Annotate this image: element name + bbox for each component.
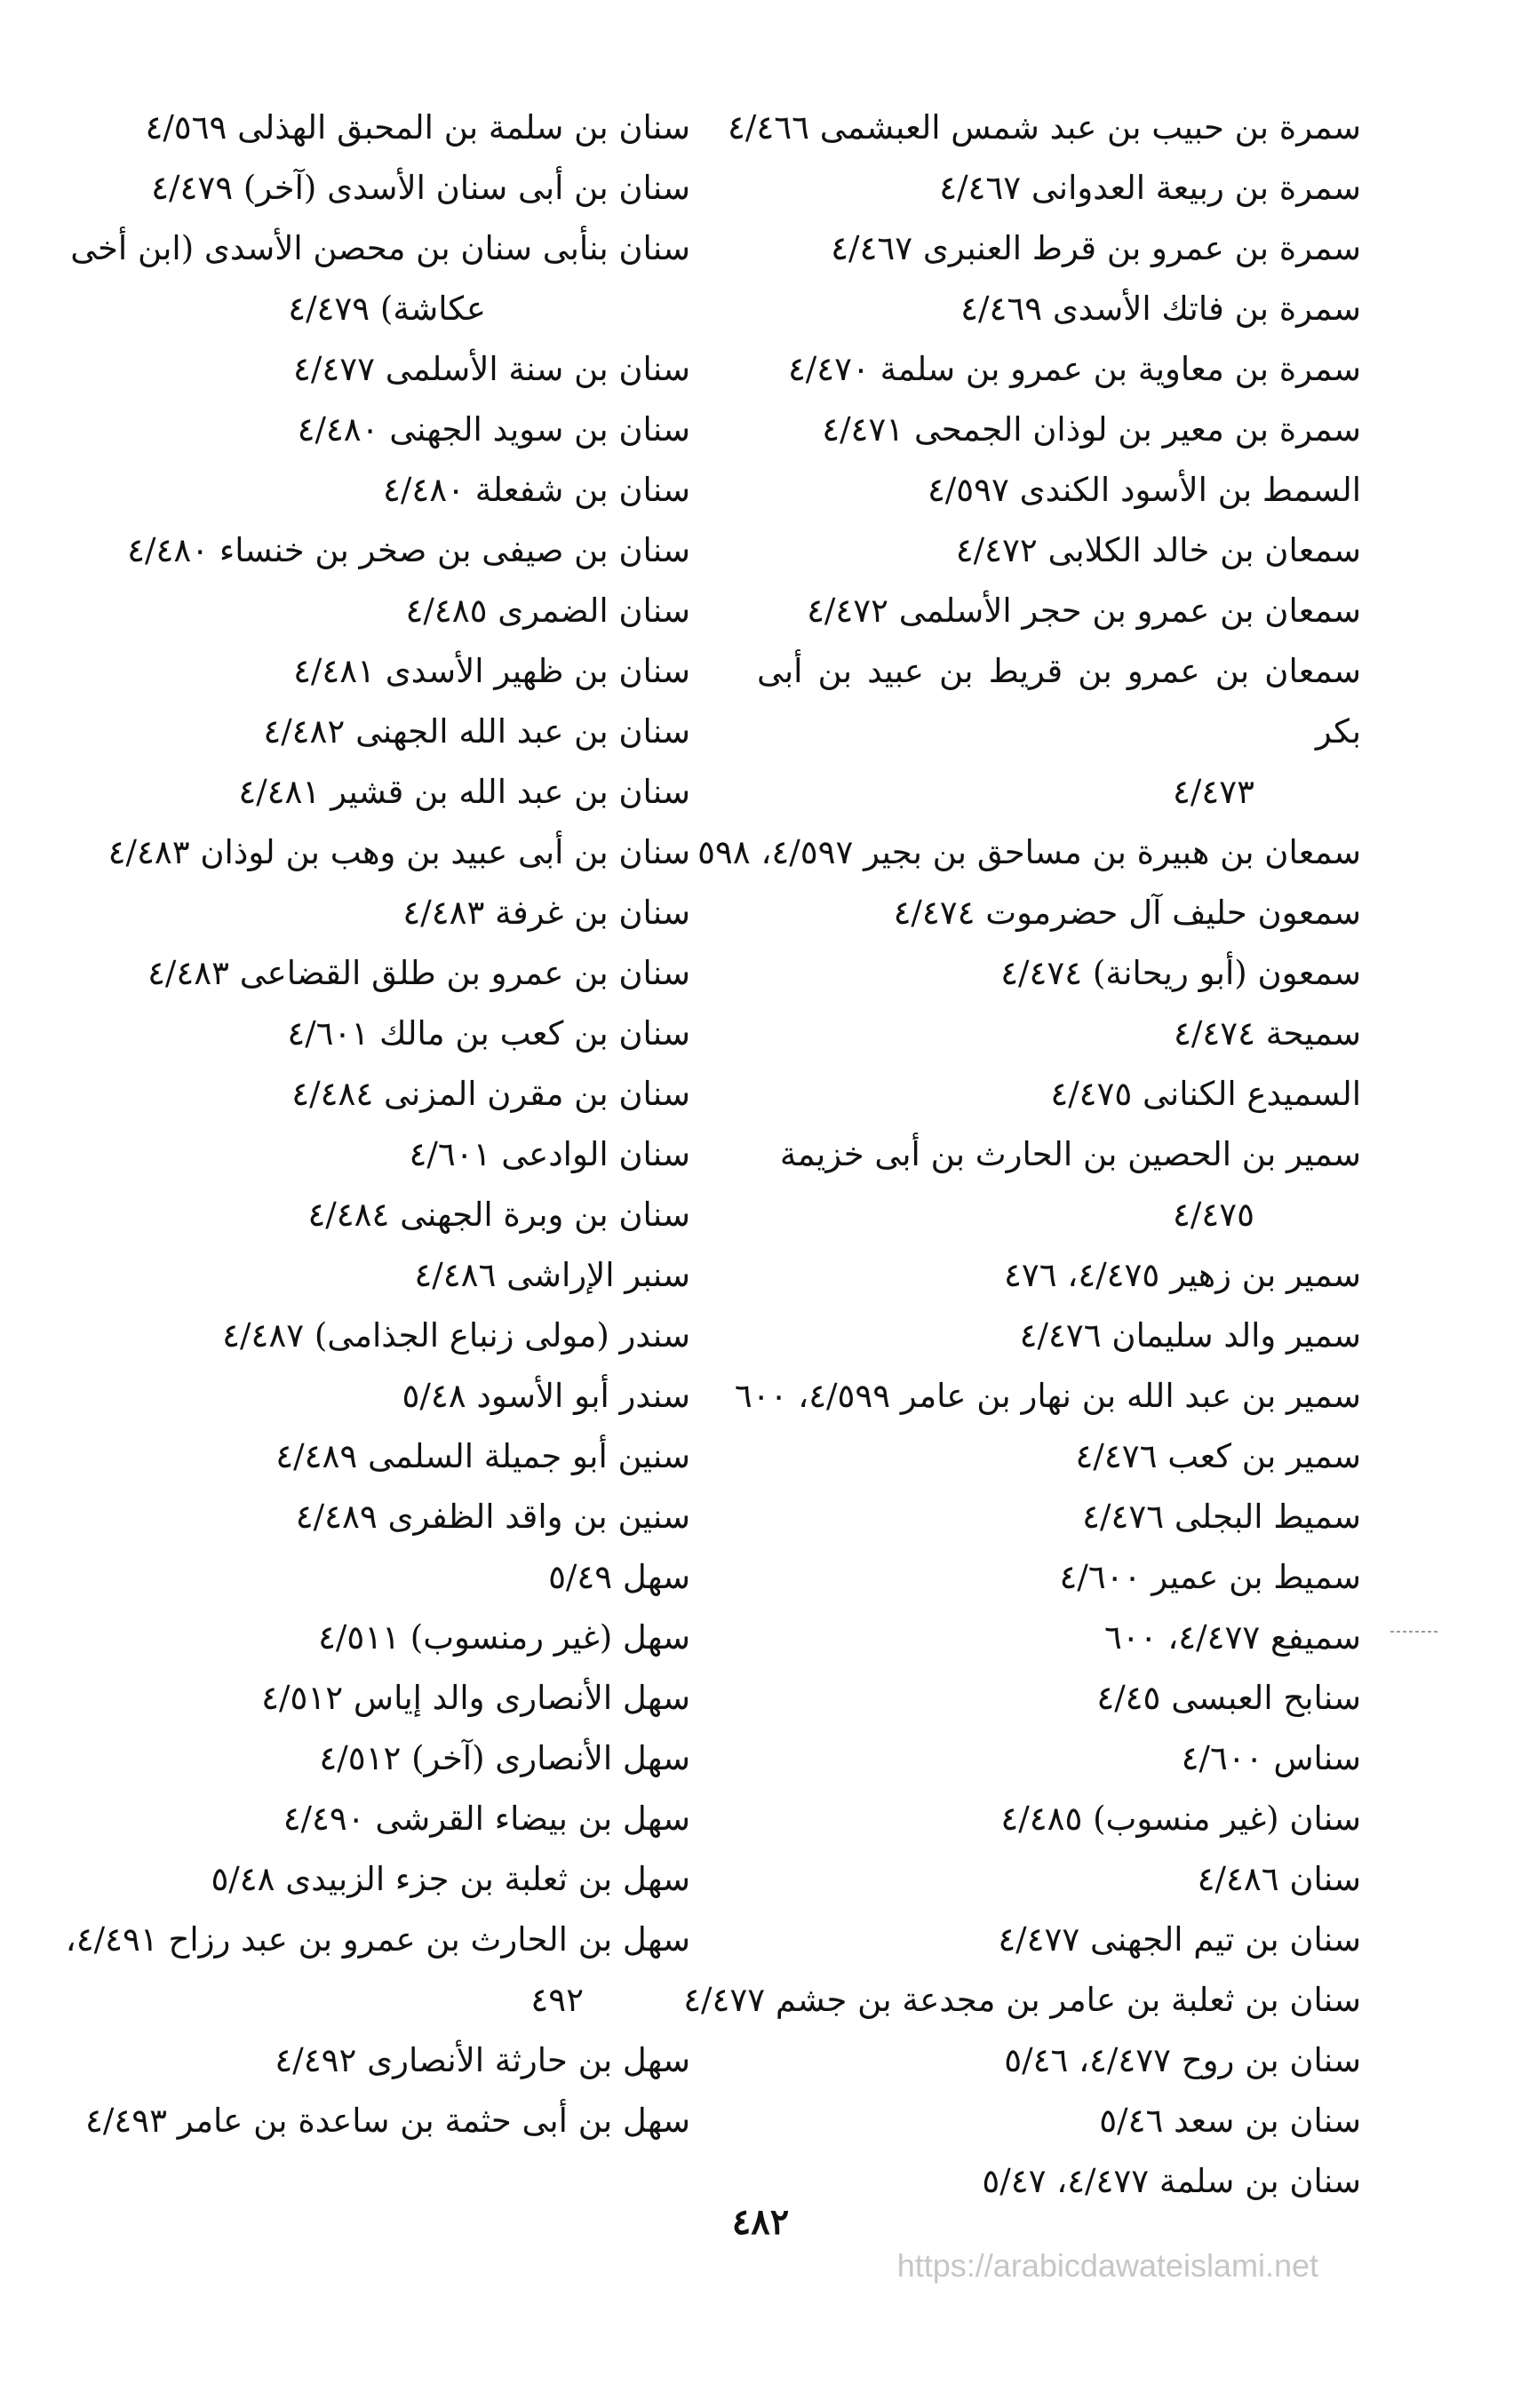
- index-entry: [757, 1789, 1361, 1849]
- index-entry: [757, 1427, 1361, 1487]
- entry-text: سمرة بن عمرو بن قرط العنبرى ٤/٤٦٧: [831, 229, 1361, 267]
- entry-text: سنان الوادعى ٤/٦٠١: [409, 1135, 690, 1173]
- entry-text: سمعان بن عمرو بن قريط بن عبيد بن أبى بكر: [757, 652, 1361, 751]
- index-entry: [757, 641, 1361, 823]
- entry-text: سمعون حليف آل حضرموت ٤/٤٧٤: [893, 894, 1361, 932]
- entry-text: سنان بن أبى عبيد بن وهب بن لوذان ٤/٤٨٣: [108, 833, 690, 871]
- entry-text: سهل بن أبى حثمة بن ساعدة بن عامر ٤/٤٩٣: [85, 2102, 690, 2140]
- index-entry: [37, 2091, 690, 2151]
- entry-text: سندر (مولى زنباع الجذامى) ٤/٤٨٧: [222, 1316, 690, 1355]
- index-entry: [757, 2091, 1361, 2151]
- index-entry: [37, 339, 690, 400]
- entry-text: سنان بن سويد الجهنى ٤/٤٨٠: [297, 410, 690, 449]
- entry-text: سنان بن سلمة ٤/٤٧٧، ٥/٤٧: [982, 2162, 1361, 2200]
- entry-text: سمرة بن معير بن لوذان الجمحى ٤/٤٧١: [822, 410, 1361, 449]
- entry-text: سندر أبو الأسود ٥/٤٨: [402, 1377, 690, 1415]
- entry-text: سهل الأنصارى (آخر) ٤/٥١٢: [319, 1739, 690, 1777]
- entry-text: سميحة ٤/٤٧٤: [1173, 1014, 1361, 1053]
- watermark-url: https://arabicdawateislami.net: [896, 2247, 1318, 2284]
- index-entry: [757, 943, 1361, 1004]
- index-entry: [37, 1487, 690, 1547]
- index-entry: [37, 2031, 690, 2091]
- index-entry: [37, 1668, 690, 1729]
- index-entry: [757, 1608, 1361, 1668]
- entry-text: سنان (غير منسوب) ٤/٤٨٥: [1000, 1800, 1361, 1838]
- index-entry: [757, 2031, 1361, 2091]
- index-entry: [757, 1547, 1361, 1608]
- index-entry: [757, 1306, 1361, 1366]
- entry-text: سميط بن عمير ٤/٦٠٠: [1059, 1558, 1361, 1596]
- entry-text: سنان بنأبى سنان بن محصن الأسدى (ابن أخى: [70, 229, 690, 267]
- index-entry: [757, 158, 1361, 219]
- entry-text: سنان الضمرى ٤/٤٨٥: [405, 592, 690, 630]
- entry-text: سهل الأنصارى والد إياس ٤/٥١٢: [261, 1679, 690, 1717]
- index-entry: [757, 581, 1361, 641]
- entry-text: سنان بن سعد ٥/٤٦: [1099, 2102, 1361, 2140]
- index-entry: [37, 1185, 690, 1245]
- entry-text: سنان بن غرفة ٤/٤٨٣: [402, 894, 690, 932]
- entry-text: سنان بن عمرو بن طلق القضاعى ٤/٤٨٣: [147, 954, 690, 992]
- index-entry: [37, 1306, 690, 1366]
- index-entry: [757, 460, 1361, 521]
- index-entry: [37, 883, 690, 943]
- index-entry: [37, 1729, 690, 1789]
- index-entry: [37, 581, 690, 641]
- index-entry: [757, 1245, 1361, 1306]
- index-entry: [757, 279, 1361, 339]
- entry-text: سمعون (أبو ريحانة) ٤/٤٧٤: [1000, 954, 1361, 992]
- index-entry: [37, 158, 690, 219]
- index-entry: [37, 1366, 690, 1427]
- index-entry: [757, 1849, 1361, 1910]
- index-entry: [757, 400, 1361, 460]
- entry-text: سنين أبو جميلة السلمى ٤/٤٨٩: [275, 1437, 690, 1475]
- scan-mark: [1390, 1631, 1439, 1633]
- index-entry: [757, 339, 1361, 400]
- index-entry: [37, 702, 690, 762]
- index-entry: [757, 1004, 1361, 1064]
- index-entry: [37, 1064, 690, 1125]
- entry-text: سنان بن ثعلبة بن عامر بن مجدعة بن جشم ٤/٤٧٧: [683, 1981, 1361, 2019]
- entry-text: سنان بن تيم الجهنى ٤/٤٧٧: [998, 1920, 1361, 1959]
- index-entry: [37, 1427, 690, 1487]
- index-entry: [37, 1910, 690, 2031]
- index-entry: [757, 1910, 1361, 1970]
- index-entry: [37, 1789, 690, 1849]
- index-entry: [37, 219, 690, 339]
- index-entry: [734, 1366, 1361, 1427]
- entry-text: السميدع الكنانى ٤/٤٧٥: [1050, 1075, 1361, 1113]
- index-column-left: [37, 98, 690, 2151]
- entry-text: سنان بن شفعلة ٤/٤٨٠: [383, 471, 690, 509]
- index-entry: [37, 641, 690, 702]
- entry-text: سمير بن كعب ٤/٤٧٦: [1075, 1437, 1361, 1475]
- index-entry: [37, 943, 690, 1004]
- entry-text: سهل (غير رمنسوب) ٤/٥١١: [318, 1618, 690, 1657]
- entry-text: سهل بن حارثة الأنصارى ٤/٤٩٢: [275, 2041, 690, 2079]
- entry-text: سمرة بن معاوية بن عمرو بن سلمة ٤/٤٧٠: [787, 350, 1361, 388]
- index-entry: [37, 823, 690, 883]
- entry-continuation: ٤٩٢: [530, 1981, 584, 2019]
- entry-text: سنان بن سنة الأسلمى ٤/٤٧٧: [293, 350, 690, 388]
- page-number: ٤٨٢: [731, 2201, 790, 2243]
- index-entry: [37, 98, 690, 158]
- index-entry: [37, 1849, 690, 1910]
- entry-text: سمير بن الحصين بن الحارث بن أبى خزيمة: [779, 1135, 1361, 1173]
- entry-text: سنين بن واقد الظفرى ٤/٤٨٩: [295, 1498, 690, 1536]
- index-entry: [37, 762, 690, 823]
- entry-text: سمرة بن حبيب بن عبد شمس العبشمى ٤/٤٦٦: [728, 108, 1361, 147]
- index-entry: [37, 1608, 690, 1668]
- entry-text: سنان بن سلمة بن المحبق الهذلى ٤/٥٦٩: [145, 108, 690, 147]
- index-entry: [757, 883, 1361, 943]
- entry-text: سنان بن عبد الله بن قشير ٤/٤٨١: [238, 773, 690, 811]
- index-entry: [37, 1245, 690, 1306]
- entry-text: سنان بن ظهير الأسدى ٤/٤٨١: [293, 652, 690, 690]
- entry-text: سمير والد سليمان ٤/٤٧٦: [1019, 1316, 1361, 1355]
- entry-text: سنان بن أبى سنان الأسدى (آخر) ٤/٤٧٩: [151, 169, 690, 207]
- entry-text: سنابح العبسى ٤/٤٥: [1096, 1679, 1361, 1717]
- entry-text: سهل بن ثعلبة بن جزء الزبيدى ٥/٤٨: [211, 1860, 690, 1898]
- entry-text: سنان بن مقرن المزنى ٤/٤٨٤: [291, 1075, 690, 1113]
- index-entry: [37, 1547, 690, 1608]
- entry-text: سهل بن الحارث بن عمرو بن عبد رزاح ٤/٤٩١،: [65, 1920, 690, 1959]
- index-entry: [757, 1729, 1361, 1789]
- index-entry: [37, 1125, 690, 1185]
- index-entry: [757, 1487, 1361, 1547]
- entry-text: سمعان بن هبيرة بن مساحق بن بجير ٤/٥٩٧، ٥٩٨: [697, 833, 1361, 871]
- entry-continuation: عكاشة) ٤/٤٧٩: [288, 290, 486, 328]
- entry-text: سمعان بن عمرو بن حجر الأسلمى ٤/٤٧٢: [807, 592, 1361, 630]
- entry-text: سنان بن عبد الله الجهنى ٤/٤٨٢: [263, 712, 690, 751]
- entry-text: سنان بن كعب بن مالك ٤/٦٠١: [287, 1014, 690, 1053]
- entry-text: سنبر الإراشى ٤/٤٨٦: [414, 1256, 690, 1294]
- entry-text: سهل ٥/٤٩: [548, 1558, 690, 1596]
- entry-text: سمرة بن ربيعة العدوانى ٤/٤٦٧: [939, 169, 1361, 207]
- entry-text: السمط بن الأسود الكندى ٤/٥٩٧: [927, 471, 1361, 509]
- index-entry: [697, 823, 1361, 883]
- index-entry: [757, 1064, 1361, 1125]
- entry-continuation: ٤/٤٧٥: [1173, 1196, 1254, 1234]
- index-entry: [683, 1970, 1361, 2031]
- index-entry: [728, 98, 1361, 158]
- index-entry: [37, 1004, 690, 1064]
- index-entry: [37, 521, 690, 581]
- index-column-right: [683, 98, 1361, 2212]
- index-entry: [757, 219, 1361, 279]
- entry-text: سمرة بن فاتك الأسدى ٤/٤٦٩: [960, 290, 1361, 328]
- index-entry: [37, 400, 690, 460]
- entry-text: سناس ٤/٦٠٠: [1181, 1739, 1361, 1777]
- entry-text: سمير بن عبد الله بن نهار بن عامر ٤/٥٩٩، ٦٠٠: [734, 1377, 1361, 1415]
- index-entry: [37, 460, 690, 521]
- entry-text: سميفع ٤/٤٧٧، ٦٠٠: [1103, 1618, 1361, 1657]
- entry-text: سنان بن صيفى بن صخر بن خنساء ٤/٤٨٠: [127, 531, 690, 569]
- index-entry: [757, 1125, 1361, 1245]
- entry-text: سنان بن وبرة الجهنى ٤/٤٨٤: [307, 1196, 690, 1234]
- entry-text: سمير بن زهير ٤/٤٧٥، ٤٧٦: [1004, 1256, 1361, 1294]
- entry-text: سمعان بن خالد الكلابى ٤/٤٧٢: [955, 531, 1361, 569]
- entry-text: سنان ٤/٤٨٦: [1197, 1860, 1361, 1898]
- index-entry: [757, 1668, 1361, 1729]
- entry-text: سنان بن روح ٤/٤٧٧، ٥/٤٦: [1004, 2041, 1361, 2079]
- entry-continuation: ٤/٤٧٣: [1173, 773, 1254, 811]
- index-entry: [757, 521, 1361, 581]
- entry-text: سهل بن بيضاء القرشى ٤/٤٩٠: [283, 1800, 690, 1838]
- entry-text: سميط البجلى ٤/٤٧٦: [1082, 1498, 1361, 1536]
